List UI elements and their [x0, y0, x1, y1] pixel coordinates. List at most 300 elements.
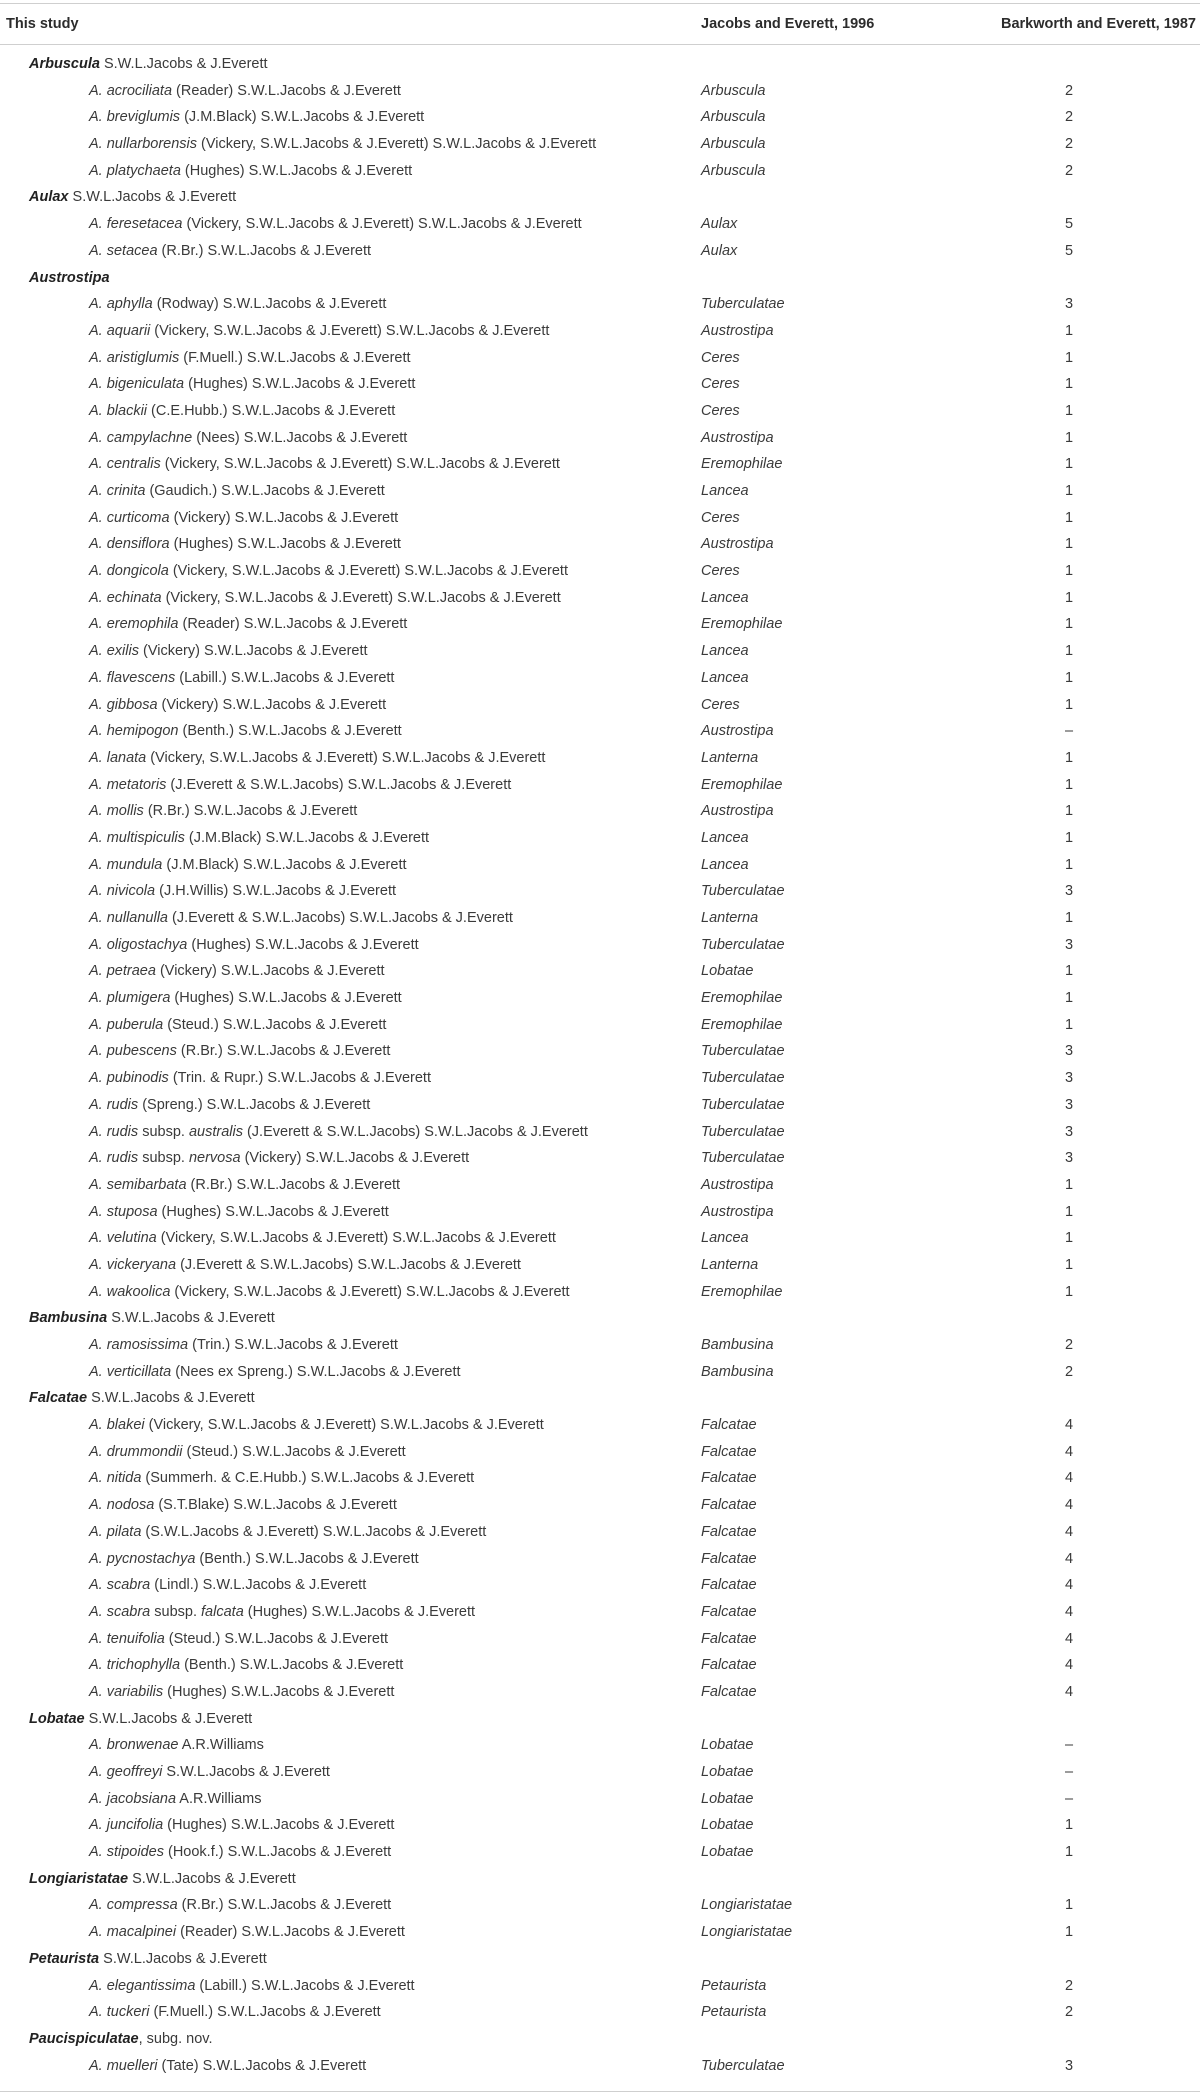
authority: (Hughes) S.W.L.Jacobs & J.Everett: [184, 376, 416, 393]
barkworth-everett-cell: 1: [1064, 456, 1074, 473]
taxon-cell: [89, 1332, 398, 1359]
species-name: A. bronwenae: [89, 1737, 179, 1754]
jacobs-everett-cell: Lobatae: [701, 963, 754, 980]
taxon-cell: [89, 1786, 261, 1813]
table-row: [0, 1839, 1200, 1866]
authority: (Vickery) S.W.L.Jacobs & J.Everett: [157, 696, 387, 713]
table-row: [0, 905, 1200, 932]
species-name: A. petraea: [89, 963, 156, 980]
authority: (Hughes) S.W.L.Jacobs & J.Everett: [180, 162, 413, 179]
barkworth-everett-cell: 2: [1064, 82, 1074, 99]
jacobs-everett-cell: Eremophilae: [701, 990, 783, 1007]
taxon-cell: [89, 478, 385, 505]
taxon-cell: [89, 1973, 415, 2000]
jacobs-everett-cell: Falcatae: [701, 1577, 757, 1594]
barkworth-everett-cell: 2: [1064, 109, 1074, 126]
jacobs-everett-cell: Lancea: [701, 829, 749, 846]
barkworth-everett-cell: 1: [1064, 483, 1074, 499]
authority: (Vickery) S.W.L.Jacobs & J.Everett: [138, 643, 368, 660]
taxon-cell: [89, 398, 395, 425]
species-name: A. lanata: [89, 749, 147, 766]
authority: (Vickery, S.W.L.Jacobs & J.Everett) S.W.L.Jacobs & J.Everett: [156, 1230, 556, 1247]
taxon-cell: [89, 1465, 474, 1492]
jacobs-everett-cell: Falcatae: [701, 1497, 757, 1514]
table-row: [0, 1172, 1200, 1199]
taxon-cell: [89, 1145, 469, 1172]
subspecies-rank: subsp.: [138, 1123, 189, 1140]
barkworth-everett-cell: 1: [1064, 536, 1074, 553]
authority: (Reader) S.W.L.Jacobs & J.Everett: [178, 616, 408, 633]
section-name: Longiaristatae: [29, 1870, 129, 1887]
authority: (Vickery, S.W.L.Jacobs & J.Everett) S.W.L.Jacobs & J.Everett: [144, 1417, 544, 1434]
jacobs-everett-cell: Ceres: [701, 376, 740, 393]
barkworth-everett-cell: 2: [1064, 1977, 1074, 1994]
jacobs-everett-cell: Tuberculatae: [701, 1043, 785, 1060]
table-row: [0, 932, 1200, 959]
jacobs-everett-cell: Arbuscula: [701, 162, 766, 179]
species-name: A. stipoides: [89, 1844, 164, 1861]
taxon-cell: [89, 1519, 486, 1546]
barkworth-everett-cell: 4: [1064, 1603, 1074, 1620]
species-name: A. pubinodis: [89, 1070, 169, 1087]
jacobs-everett-cell: Ceres: [701, 509, 740, 526]
barkworth-everett-cell: 3: [1064, 883, 1074, 900]
table-row: [0, 1546, 1200, 1573]
authority: (Hughes) S.W.L.Jacobs & J.Everett: [243, 1603, 476, 1620]
barkworth-everett-cell: 4: [1064, 1657, 1074, 1674]
taxon-cell: [89, 558, 568, 585]
jacobs-everett-cell: Falcatae: [701, 1683, 757, 1700]
jacobs-everett-cell: Longiaristatae: [701, 1924, 793, 1941]
species-name: A. pycnostachya: [89, 1550, 196, 1567]
table-row: [0, 1465, 1200, 1492]
table-row: [0, 718, 1200, 745]
header-barkworth-everett: Barkworth and Everett, 1987: [1000, 16, 1196, 32]
jacobs-everett-cell: Lobatae: [701, 1790, 754, 1807]
species-name: A. ramosissima: [89, 1337, 189, 1353]
barkworth-everett-cell: 4: [1064, 1577, 1074, 1594]
species-name: A. vickeryana: [89, 1256, 177, 1273]
authority: (J.H.Willis) S.W.L.Jacobs & J.Everett: [155, 883, 397, 900]
authority: (S.W.L.Jacobs & J.Everett) S.W.L.Jacobs & J.Everett: [141, 1523, 487, 1540]
species-name: A. pubescens: [89, 1043, 177, 1060]
taxon-cell: [89, 1359, 461, 1386]
species-name: A. nullanulla: [89, 910, 168, 926]
jacobs-everett-cell: Lobatae: [701, 1844, 754, 1861]
authority: (Vickery, S.W.L.Jacobs & J.Everett) S.W.L.Jacobs & J.Everett: [146, 749, 546, 766]
barkworth-everett-cell: 1: [1064, 616, 1074, 633]
barkworth-everett-cell: –: [1064, 1764, 1074, 1780]
taxon-cell: [89, 1279, 570, 1306]
barkworth-everett-cell: 4: [1064, 1683, 1074, 1700]
authority: (Rodway) S.W.L.Jacobs & J.Everett: [152, 296, 387, 313]
species-name: A. aquarii: [89, 322, 151, 339]
barkworth-everett-cell: 1: [1064, 1844, 1074, 1861]
section-name: Falcatae: [29, 1390, 88, 1407]
barkworth-everett-cell: 1: [1064, 643, 1074, 660]
species-name: A. jacobsiana: [89, 1790, 177, 1807]
authority: (S.T.Blake) S.W.L.Jacobs & J.Everett: [154, 1497, 397, 1514]
table-row: [0, 1145, 1200, 1172]
subspecies-name: australis: [188, 1123, 243, 1140]
authority: (C.E.Hubb.) S.W.L.Jacobs & J.Everett: [147, 402, 396, 419]
header-this-study: This study: [6, 16, 79, 32]
authority: (Summerh. & C.E.Hubb.) S.W.L.Jacobs & J.Everett: [141, 1470, 475, 1487]
authority: A.R.Williams: [176, 1790, 262, 1807]
authority: S.W.L.Jacobs & J.Everett: [84, 1710, 253, 1727]
jacobs-everett-cell: Falcatae: [701, 1657, 757, 1674]
table-row: [0, 451, 1200, 478]
taxon-cell: [89, 1012, 386, 1039]
header-jacobs-everett: Jacobs and Everett, 1996: [701, 16, 875, 32]
species-name: A. compressa: [89, 1897, 178, 1914]
table-row: [0, 211, 1200, 238]
table-header: [0, 4, 1200, 44]
taxon-cell: [89, 985, 402, 1012]
authority: (F.Muell.) S.W.L.Jacobs & J.Everett: [149, 2004, 381, 2021]
jacobs-everett-cell: Tuberculatae: [701, 883, 785, 900]
barkworth-everett-cell: 1: [1064, 349, 1074, 366]
jacobs-everett-cell: Falcatae: [701, 1523, 757, 1540]
jacobs-everett-cell: Bambusina: [701, 1363, 774, 1380]
barkworth-everett-cell: –: [1064, 723, 1074, 740]
section-name: Bambusina: [29, 1310, 108, 1327]
table-row: [0, 825, 1200, 852]
taxon-cell: [89, 1759, 330, 1786]
jacobs-everett-cell: Lobatae: [701, 1817, 754, 1834]
barkworth-everett-cell: 2: [1064, 162, 1074, 179]
species-name: A. blakei: [89, 1417, 145, 1434]
barkworth-everett-cell: 1: [1064, 429, 1074, 446]
species-name: A. rudis: [89, 1096, 139, 1113]
jacobs-everett-cell: Arbuscula: [701, 82, 766, 99]
section-row: [0, 2026, 1200, 2053]
barkworth-everett-cell: 1: [1064, 322, 1074, 339]
taxon-cell: [89, 638, 368, 665]
authority: (R.Br.) S.W.L.Jacobs & J.Everett: [186, 1176, 401, 1193]
section-name: Aulax: [29, 189, 69, 206]
taxon-cell: [89, 1732, 264, 1759]
jacobs-everett-cell: Eremophilae: [701, 1283, 783, 1300]
taxon-cell: [89, 505, 398, 532]
section-row: [0, 1866, 1200, 1893]
taxon-cell: [89, 1999, 381, 2026]
taxon-cell: [89, 1572, 366, 1599]
jacobs-everett-cell: Lancea: [701, 483, 749, 499]
jacobs-everett-cell: Lanterna: [701, 1256, 759, 1273]
table-row: [0, 798, 1200, 825]
jacobs-everett-cell: Austrostipa: [701, 536, 774, 553]
table-row: [0, 505, 1200, 532]
barkworth-everett-cell: 1: [1064, 1203, 1074, 1220]
table-bottom-rule: [0, 2091, 1200, 2092]
jacobs-everett-cell: Tuberculatae: [701, 1096, 785, 1113]
barkworth-everett-cell: 1: [1064, 1016, 1074, 1033]
barkworth-everett-cell: 1: [1064, 856, 1074, 873]
table-row: [0, 291, 1200, 318]
species-name: A. platychaeta: [89, 162, 181, 179]
authority: (J.M.Black) S.W.L.Jacobs & J.Everett: [184, 829, 430, 846]
table-row: [0, 398, 1200, 425]
taxon-cell: [89, 1065, 431, 1092]
barkworth-everett-cell: 3: [1064, 2057, 1074, 2074]
jacobs-everett-cell: Falcatae: [701, 1443, 757, 1460]
taxon-cell: [89, 1626, 388, 1653]
species-name: A. hemipogon: [89, 723, 179, 740]
taxon-cell: [89, 1119, 588, 1146]
authority: (Gaudich.) S.W.L.Jacobs & J.Everett: [145, 483, 385, 499]
taxon-cell: [89, 1599, 475, 1626]
barkworth-everett-cell: 1: [1064, 990, 1074, 1007]
jacobs-everett-cell: Eremophilae: [701, 456, 783, 473]
authority: (J.M.Black) S.W.L.Jacobs & J.Everett: [162, 856, 407, 873]
species-name: A. flavescens: [89, 669, 176, 686]
species-name: A. rudis: [89, 1150, 139, 1167]
table-row: [0, 371, 1200, 398]
authority: (Benth.) S.W.L.Jacobs & J.Everett: [180, 1657, 404, 1674]
species-name: A. exilis: [89, 643, 139, 660]
species-name: A. elegantissima: [89, 1977, 196, 1994]
species-name: A. dongicola: [89, 563, 169, 580]
table-row: [0, 1572, 1200, 1599]
taxon-cell: [89, 211, 582, 238]
species-name: A. velutina: [89, 1230, 157, 1247]
table-row: [0, 78, 1200, 105]
table-row: [0, 158, 1200, 185]
authority: S.W.L.Jacobs & J.Everett: [68, 189, 237, 206]
authority: (Vickery, S.W.L.Jacobs & J.Everett) S.W.L.Jacobs & J.Everett: [160, 456, 560, 473]
species-name: A. mollis: [89, 803, 144, 820]
table-row: [0, 104, 1200, 131]
table-body: [0, 51, 1200, 2079]
table-row: [0, 852, 1200, 879]
jacobs-everett-cell: Lancea: [701, 669, 749, 686]
taxon-cell: [89, 825, 429, 852]
authority: (R.Br.) S.W.L.Jacobs & J.Everett: [157, 242, 372, 259]
barkworth-everett-cell: 1: [1064, 1176, 1074, 1193]
table-row: [0, 2053, 1200, 2080]
authority: (Nees ex Spreng.) S.W.L.Jacobs & J.Everett: [171, 1363, 461, 1380]
section-name-cell: [29, 184, 236, 211]
jacobs-everett-cell: Lancea: [701, 856, 749, 873]
table-row: [0, 745, 1200, 772]
species-name: A. geoffreyi: [89, 1764, 163, 1780]
jacobs-everett-cell: Eremophilae: [701, 1016, 783, 1033]
taxon-cell: [89, 1225, 556, 1252]
table-row: [0, 531, 1200, 558]
barkworth-everett-cell: 1: [1064, 776, 1074, 793]
species-name: A. scabra: [89, 1603, 151, 1620]
barkworth-everett-cell: 4: [1064, 1550, 1074, 1567]
authority: (Hughes) S.W.L.Jacobs & J.Everett: [170, 990, 402, 1007]
authority: S.W.L.Jacobs & J.Everett: [87, 1390, 255, 1407]
table-row: [0, 318, 1200, 345]
species-name: A. aphylla: [89, 296, 153, 313]
subspecies-name: nervosa: [188, 1150, 241, 1167]
barkworth-everett-cell: 1: [1064, 1256, 1074, 1273]
taxon-cell: [89, 932, 419, 959]
species-name: A. rudis: [89, 1123, 139, 1140]
taxon-cell: [89, 425, 407, 452]
section-name-cell: [29, 1706, 252, 1733]
table-row: [0, 638, 1200, 665]
table-row: [0, 1439, 1200, 1466]
taxon-cell: [89, 345, 411, 372]
species-name: A. gibbosa: [89, 696, 158, 713]
table-row: [0, 1519, 1200, 1546]
section-name-cell: [29, 51, 268, 78]
jacobs-everett-cell: Arbuscula: [701, 109, 766, 126]
taxon-cell: [89, 878, 396, 905]
barkworth-everett-cell: 3: [1064, 1096, 1074, 1113]
barkworth-everett-cell: 1: [1064, 1924, 1074, 1941]
table-row: [0, 1786, 1200, 1813]
barkworth-everett-cell: 5: [1064, 216, 1074, 233]
barkworth-everett-cell: 4: [1064, 1630, 1074, 1647]
table-row: [0, 1492, 1200, 1519]
authority: (J.M.Black) S.W.L.Jacobs & J.Everett: [180, 109, 425, 126]
species-name: A. wakoolica: [89, 1283, 171, 1300]
subspecies-rank: subsp.: [150, 1603, 202, 1620]
species-name: A. nullarborensis: [89, 136, 197, 153]
table-row: [0, 1599, 1200, 1626]
table-row: [0, 1119, 1200, 1146]
authority: (Tate) S.W.L.Jacobs & J.Everett: [157, 2057, 367, 2074]
species-name: A. tenuifolia: [89, 1630, 165, 1647]
taxon-cell: [89, 318, 549, 345]
jacobs-everett-cell: Aulax: [701, 216, 738, 233]
section-name: Austrostipa: [29, 269, 110, 286]
section-name-cell: [29, 1946, 267, 1973]
taxon-cell: [89, 1172, 400, 1199]
authority: (R.Br.) S.W.L.Jacobs & J.Everett: [176, 1043, 391, 1060]
authority: (Trin.) S.W.L.Jacobs & J.Everett: [188, 1337, 398, 1353]
species-name: A. blackii: [89, 402, 148, 419]
jacobs-everett-cell: Falcatae: [701, 1470, 757, 1487]
section-name-cell: [29, 265, 110, 292]
species-name: A. multispiculis: [89, 829, 185, 846]
authority: (Steud.) S.W.L.Jacobs & J.Everett: [182, 1443, 406, 1460]
table-row: [0, 1732, 1200, 1759]
barkworth-everett-cell: 1: [1064, 696, 1074, 713]
section-row: [0, 1385, 1200, 1412]
table-row: [0, 772, 1200, 799]
section-name-cell: [29, 2026, 213, 2053]
table-row: [0, 1332, 1200, 1359]
authority: , subg. nov.: [138, 2030, 213, 2047]
taxon-cell: [89, 1839, 391, 1866]
barkworth-everett-cell: 1: [1064, 1283, 1074, 1300]
barkworth-everett-cell: 2: [1064, 136, 1074, 153]
authority: (Hughes) S.W.L.Jacobs & J.Everett: [157, 1203, 389, 1220]
authority: (Vickery, S.W.L.Jacobs & J.Everett) S.W.L.Jacobs & J.Everett: [150, 322, 550, 339]
species-name: A. metatoris: [89, 776, 167, 793]
authority: (Reader) S.W.L.Jacobs & J.Everett: [176, 1924, 405, 1941]
barkworth-everett-cell: 1: [1064, 803, 1074, 820]
barkworth-everett-cell: 3: [1064, 1123, 1074, 1140]
species-name: A. centralis: [89, 456, 161, 473]
table-row: [0, 665, 1200, 692]
table-row: [0, 345, 1200, 372]
authority: S.W.L.Jacobs & J.Everett: [99, 1950, 267, 1967]
authority: S.W.L.Jacobs & J.Everett: [128, 1870, 296, 1887]
table-row: [0, 878, 1200, 905]
species-name: A. crinita: [89, 483, 146, 499]
barkworth-everett-cell: 1: [1064, 509, 1074, 526]
section-name: Arbuscula: [29, 56, 100, 72]
species-name: A. campylachne: [89, 429, 193, 446]
table-row: [0, 1038, 1200, 1065]
barkworth-everett-cell: 1: [1064, 1817, 1074, 1834]
taxon-cell: [89, 78, 401, 105]
taxon-cell: [89, 1439, 406, 1466]
species-name: A. muelleri: [89, 2057, 158, 2074]
table-row: [0, 611, 1200, 638]
authority: S.W.L.Jacobs & J.Everett: [99, 56, 268, 72]
species-name: A. macalpinei: [89, 1924, 177, 1941]
species-name: A. densiflora: [89, 536, 170, 553]
taxon-cell: [89, 665, 394, 692]
taxon-cell: [89, 2053, 366, 2080]
table-row: [0, 238, 1200, 265]
jacobs-everett-cell: Eremophilae: [701, 616, 783, 633]
species-name: A. trichophylla: [89, 1657, 181, 1674]
taxon-cell: [89, 1652, 403, 1679]
table-header-rule: [0, 44, 1200, 45]
barkworth-everett-cell: 1: [1064, 829, 1074, 846]
authority: (R.Br.) S.W.L.Jacobs & J.Everett: [177, 1897, 392, 1914]
table-row: [0, 1359, 1200, 1386]
section-name: Petaurista: [29, 1950, 100, 1967]
table-row: [0, 1652, 1200, 1679]
species-name: A. eremophila: [89, 616, 179, 633]
table-row: [0, 1092, 1200, 1119]
species-name: A. setacea: [89, 242, 158, 259]
taxon-cell: [89, 1038, 390, 1065]
authority: (Benth.) S.W.L.Jacobs & J.Everett: [178, 723, 402, 740]
authority: (J.Everett & S.W.L.Jacobs) S.W.L.Jacobs & J.Everett: [166, 776, 512, 793]
authority: S.W.L.Jacobs & J.Everett: [107, 1310, 275, 1327]
jacobs-everett-cell: Austrostipa: [701, 322, 774, 339]
jacobs-everett-cell: Austrostipa: [701, 803, 774, 820]
table-row: [0, 558, 1200, 585]
taxon-cell: [89, 1252, 521, 1279]
barkworth-everett-cell: 2: [1064, 1363, 1074, 1380]
species-name: A. variabilis: [89, 1683, 164, 1700]
table-row: [0, 1679, 1200, 1706]
authority: (Trin. & Rupr.) S.W.L.Jacobs & J.Everett: [168, 1070, 431, 1087]
taxon-cell: [89, 1199, 389, 1226]
barkworth-everett-cell: 4: [1064, 1497, 1074, 1514]
authority: (Vickery, S.W.L.Jacobs & J.Everett) S.W.L.Jacobs & J.Everett: [197, 136, 597, 153]
species-name: A. scabra: [89, 1577, 151, 1594]
jacobs-everett-cell: Ceres: [701, 349, 740, 366]
taxon-cell: [89, 131, 596, 158]
jacobs-everett-cell: Falcatae: [701, 1550, 757, 1567]
barkworth-everett-cell: 1: [1064, 749, 1074, 766]
table-row: [0, 1065, 1200, 1092]
section-name-cell: [29, 1305, 275, 1332]
jacobs-everett-cell: Lobatae: [701, 1737, 754, 1754]
authority: (J.Everett & S.W.L.Jacobs) S.W.L.Jacobs & J.Everett: [242, 1123, 588, 1140]
barkworth-everett-cell: 1: [1064, 963, 1074, 980]
jacobs-everett-cell: Falcatae: [701, 1417, 757, 1434]
jacobs-everett-cell: Tuberculatae: [701, 2057, 785, 2074]
barkworth-everett-cell: 3: [1064, 1150, 1074, 1167]
authority: (Steud.) S.W.L.Jacobs & J.Everett: [164, 1630, 389, 1647]
authority: (Lindl.) S.W.L.Jacobs & J.Everett: [150, 1577, 367, 1594]
species-name: A. mundula: [89, 856, 163, 873]
